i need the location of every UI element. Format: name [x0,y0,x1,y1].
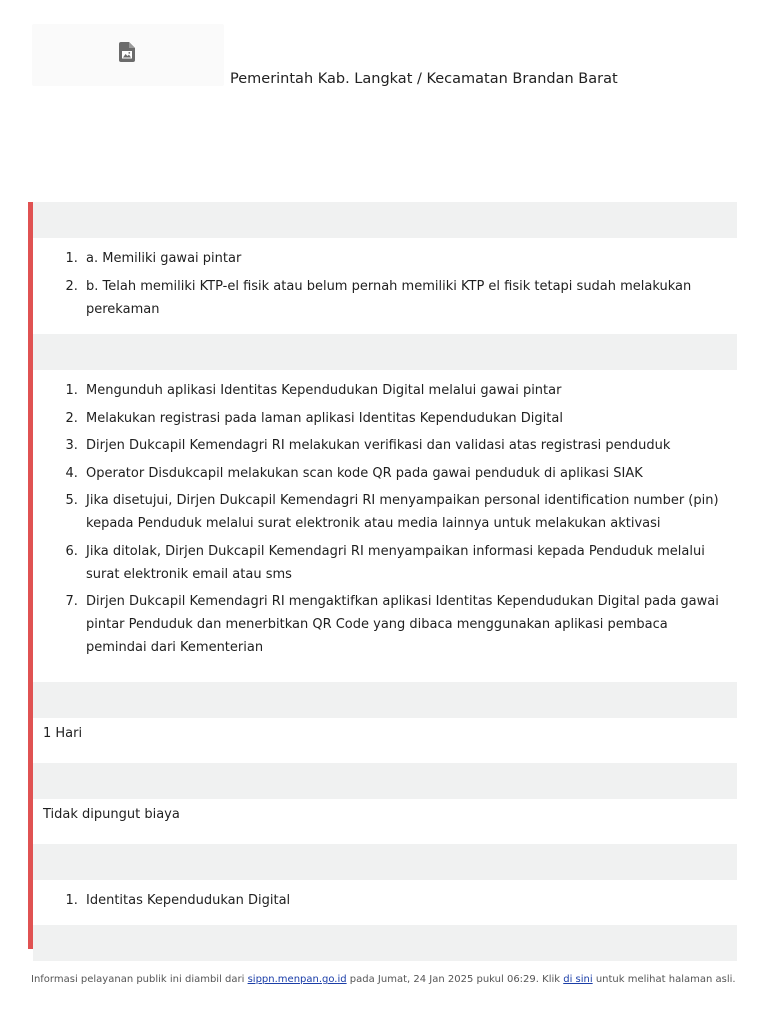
duration-text: 1 Hari [43,725,83,741]
footer-middle: pada Jumat, 24 Jan 2025 pukul 06:29. Klik [346,974,564,985]
list-item: 3. Dirjen Dukcapil Kemendagri RI melakukan verifikasi dan validasi atas registrasi penduduk [82,434,737,457]
product-list [33,880,737,926]
list-item: 2. b. Telah memiliki KTP-el fisik atau belum pernah memiliki KTP el fisik tetapi sudah melakukan perekaman [82,275,737,321]
logo-placeholder [32,24,224,86]
section-header-cost [33,763,737,799]
image-file-icon [119,42,135,62]
list-item: 1. Identitas Kependudukan Digital [82,889,737,912]
original-page-link[interactable]: di sini [563,974,593,985]
footer-suffix: untuk melihat halaman asli. [592,974,736,985]
procedure-list [33,370,737,673]
list-item: 5. Jika disetujui, Dirjen Dukcapil Kemendagri RI menyampaikan personal identification number (pin) kepada Penduduk melalui surat elektronik atau media lainnya untuk melakukan aktivasi [82,489,737,535]
list-item: 2. Melakukan registrasi pada laman aplikasi Identitas Kependudukan Digital [82,407,737,430]
source-footer [31,974,736,985]
list-item: 7. Dirjen Dukcapil Kemendagri RI mengaktifkan aplikasi Identitas Kependudukan Digital pada gawai pintar Penduduk dan menerbitkan QR Code yang dibaca menggunakan aplikasi pembaca pemindai dari Kementerian [82,590,737,659]
list-item: 4. Operator Disdukcapil melakukan scan kode QR pada gawai penduduk di aplikasi SIAK [82,462,737,485]
section-header-complaint [33,925,737,961]
source-link[interactable]: sippn.menpan.go.id [247,974,347,985]
page-title: Pemerintah Kab. Langkat / Kecamatan Brandan Barat [230,71,618,87]
section-header-requirements [33,202,737,238]
list-item: 1. Mengunduh aplikasi Identitas Kependudukan Digital melalui gawai pintar [82,379,737,402]
list-item: 1. a. Memiliki gawai pintar [82,247,737,270]
section-header-duration [33,682,737,718]
service-info-panel [28,202,737,949]
footer-prefix: Informasi pelayanan publik ini diambil dari [31,974,248,985]
requirements-list [33,238,737,334]
list-item: 6. Jika ditolak, Dirjen Dukcapil Kemendagri RI menyampaikan informasi kepada Penduduk melalui surat elektronik email atau sms [82,540,737,586]
section-header-procedure [33,334,737,370]
page-header [0,0,768,120]
section-header-product [33,844,737,880]
cost-text: Tidak dipungut biaya [43,806,180,822]
